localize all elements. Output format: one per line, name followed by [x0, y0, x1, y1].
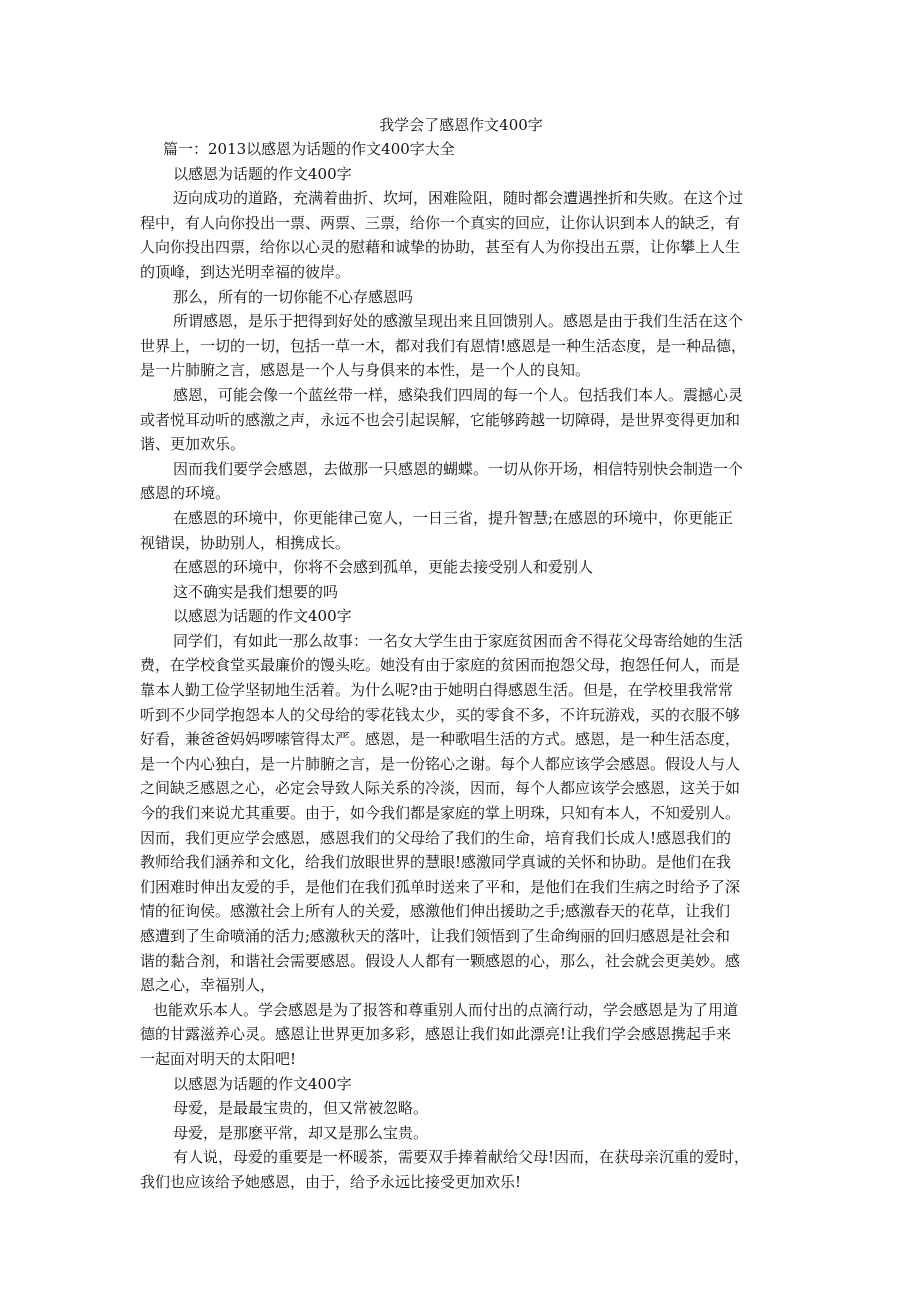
text-line: 听到不少同学抱怨本人的父母给的零花钱太少，买的零食不多，不许玩游戏，买的衣服不够: [140, 705, 741, 724]
text-line: 因而，我们更应学会感恩，感恩我们的父母给了我们的生命，培育我们长成人!感恩我们的: [140, 828, 732, 847]
text-line: 篇一：2013以感恩为话题的作文400字大全: [163, 140, 455, 158]
text-line: 靠本人勤工俭学坚韧地生活着。为什么呢?由于她明白得感恩生活。但是，在学校里我常常: [140, 681, 734, 700]
document-title: 我学会了感恩作文400字: [379, 116, 543, 134]
text-line: 的顶峰，到达光明幸福的彼岸。: [140, 262, 351, 281]
text-line: 母爱，是那麽平常，却又是那么宝贵。: [173, 1123, 429, 1142]
text-line: 迈向成功的道路，充满着曲折、坎坷，困难险阻，随时都会遭遇挫折和失败。在这个过: [173, 189, 744, 208]
text-line: 视错误，协助别人，相携成长。: [140, 533, 351, 552]
text-line: 以感恩为话题的作文400字: [173, 164, 352, 183]
text-line: 那么，所有的一切你能不心存感恩吗: [173, 287, 414, 306]
text-line: 所谓感恩，是乐于把得到好处的感激呈现出来且回馈别人。感恩是由于我们生活在这个: [173, 312, 744, 331]
text-line: 情的征询侯。感激社会上所有人的关爱，感激他们伸出援助之手;感激春天的花草，让我们: [140, 902, 731, 921]
text-line: 谐、更加欢乐。: [140, 435, 246, 454]
text-line: 在感恩的环境中，你更能律己宽人，一日三省，提升智慧;在感恩的环境中，你更能正: [173, 508, 734, 527]
text-line: 母爱，是最最宝贵的，但又常被忽略。: [173, 1099, 429, 1118]
text-line: 教师给我们涵养和文化，给我们放眼世界的慧眼!感激同学真诚的关怀和协助。是他们在我: [140, 853, 732, 872]
text-line: 恩之心，幸福别人，: [140, 976, 276, 995]
text-line: 在感恩的环境中，你将不会感到孤单，更能去接受别人和爱别人: [173, 558, 594, 577]
text-line: 或者悦耳动听的感激之声，永远不也会引起误解，它能够跨越一切障碍，是世界变得更加和: [140, 410, 741, 429]
text-line: 同学们，有如此一那么故事：一名女大学生由于家庭贫困而舍不得花父母寄给她的生活: [173, 631, 744, 650]
text-line: 今的我们来说尤其重要。由于，如今我们都是家庭的掌上明珠，只知有本人，不知爱别人。: [140, 804, 741, 823]
text-line: 这不确实是我们想要的吗: [173, 582, 339, 601]
document-body: [140, 137, 782, 1195]
text-line: 感恩，可能会像一个蓝丝带一样，感染我们四周的每一个人。包括我们本人。震撼心灵: [173, 385, 744, 404]
document-page: [140, 113, 782, 1195]
text-line: 程中，有人向你投出一票、两票、三票，给你一个真实的回应，让你认识到本人的缺乏，有: [140, 213, 741, 232]
text-line: 之间缺乏感恩之心，必定会导致人际关系的冷淡，因而，每个人都应该学会感恩，这关于如: [140, 779, 741, 798]
text-line: 是一个内心独白，是一片肺腑之言，是一份铭心之谢。每个人都应该学会感恩。假设人与人: [140, 754, 741, 773]
text-line: 因而我们要学会感恩，去做那一只感恩的蝴蝶。一切从你开场，相信特别快会制造一个: [173, 459, 744, 478]
text-line: 感恩的环境。: [140, 484, 231, 503]
text-line: 有人说，母爱的重要是一杯暖茶，需要双手捧着献给父母!因而，在获母亲沉重的爱时，: [173, 1148, 750, 1167]
text-line: 谐的黏合剂，和谐社会需要感恩。假设人人都有一颗感恩的心，那么，社会就会更美妙。感: [140, 951, 741, 970]
text-line: 我们也应该给予她感恩，由于，给予永远比接受更加欢乐!: [140, 1172, 522, 1191]
text-line: 人向你投出四票，给你以心灵的慰藉和诚挚的协助，甚至有人为你投出五票，让你攀上人生: [140, 238, 741, 257]
text-line: 一起面对明天的太阳吧!: [140, 1049, 297, 1068]
text-line: 们困难时伸出友爱的手，是他们在我们孤单时送来了平和，是他们在我们生病之时给予了深: [140, 877, 741, 896]
text-line: 感遭到了生命喷涌的活力;感激秋天的落叶，让我们领悟到了生命绚丽的回归感恩是社会和: [140, 927, 731, 945]
text-line: 德的甘露滋养心灵。感恩让世界更加多彩，感恩让我们如此漂亮!让我们学会感恩携起手来: [140, 1025, 732, 1044]
text-line: 费，在学校食堂买最廉价的馒头吃。她没有由于家庭的贫困而抱怨父母，抱怨任何人，而是: [140, 656, 741, 675]
text-line: 也能欢乐本人。学会感恩是为了报答和尊重别人而付出的点滴行动，学会感恩是为了用道: [153, 1000, 739, 1019]
text-line: 好看，兼爸爸妈妈啰嗦管得太严。感恩，是一种歌唱生活的方式。感恩，是一种生活态度，: [140, 730, 741, 749]
text-line: 以感恩为话题的作文400字: [173, 607, 352, 626]
text-line: 世界上，一切的一切，包括一草一木，都对我们有恩情!感恩是一种生活态度，是一种品德，: [140, 336, 747, 355]
text-line: 是一片肺腑之言，感恩是一个人与身俱来的本性，是一个人的良知。: [140, 361, 591, 380]
text-line: 以感恩为话题的作文400字: [173, 1074, 352, 1093]
